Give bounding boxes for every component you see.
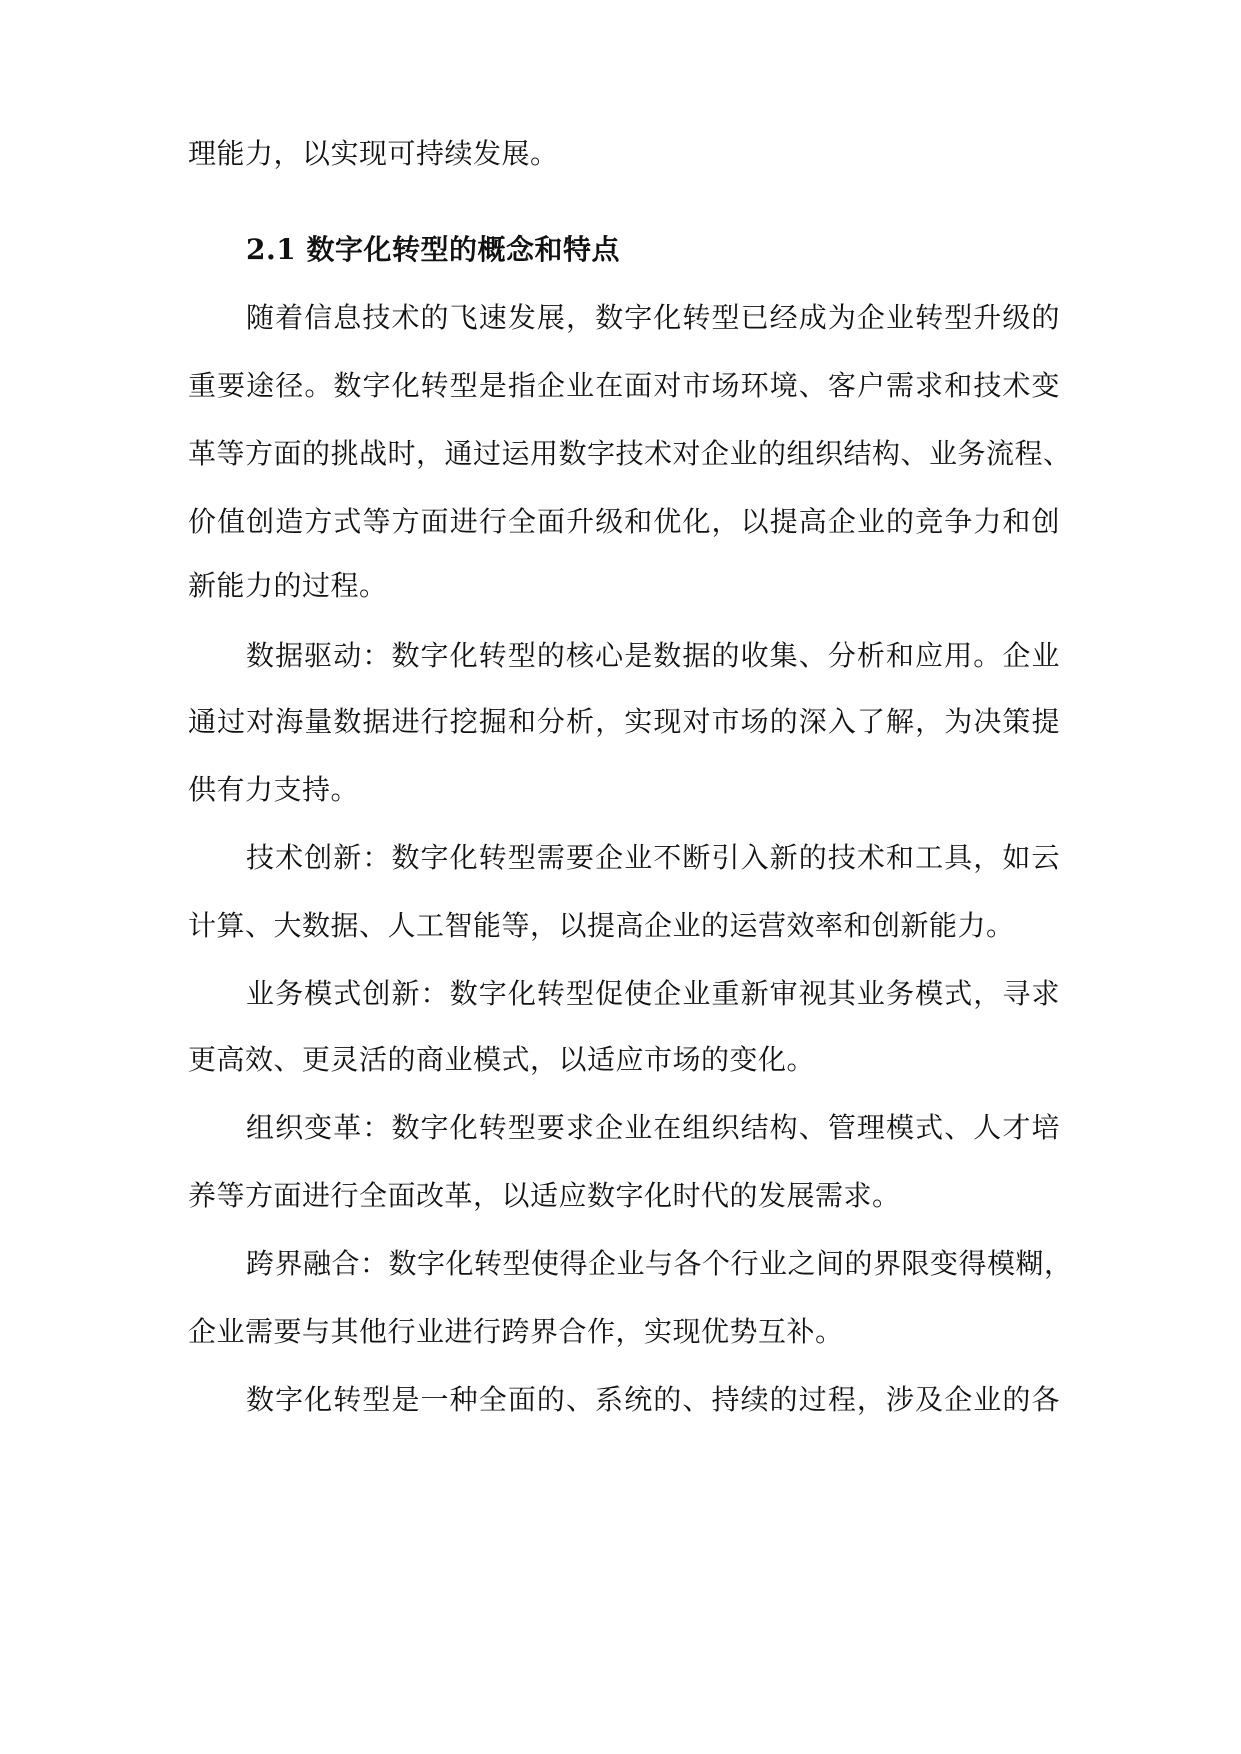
text-line: 养等方面进行全面改革，以适应数字化时代的发展需求。: [188, 1179, 901, 1212]
text-line: 供有力支持。: [188, 773, 360, 806]
text-line: 重要途径。数字化转型是指企业在面对市场环境、客户需求和技术变: [188, 369, 1060, 402]
text-line: 价值创造方式等方面进行全面升级和优化，以提高企业的竞争力和创: [188, 505, 1060, 538]
text-line: 技术创新：数字化转型需要企业不断引入新的技术和工具，如云: [246, 841, 1060, 874]
text-line: 业务模式创新：数字化转型促使企业重新审视其业务模式，寻求: [246, 977, 1060, 1010]
text-line: 组织变革：数字化转型要求企业在组织结构、管理模式、人才培: [246, 1111, 1060, 1144]
section-heading: 2.1 数字化转型的概念和特点: [246, 233, 620, 266]
text-line: 革等方面的挑战时，通过运用数字技术对企业的组织结构、业务流程、: [188, 437, 1072, 470]
text-line: 跨界融合：数字化转型使得企业与各个行业之间的界限变得模糊，: [246, 1247, 1073, 1280]
text-line: 计算、大数据、人工智能等，以提高企业的运营效率和创新能力。: [188, 909, 1015, 942]
text-line: 更高效、更灵活的商业模式，以适应市场的变化。: [188, 1043, 816, 1076]
text-line: 数字化转型是一种全面的、系统的、持续的过程，涉及企业的各: [246, 1383, 1060, 1416]
text-line: 企业需要与其他行业进行跨界合作，实现优势互补。: [188, 1315, 844, 1348]
text-line: 数据驱动：数字化转型的核心是数据的收集、分析和应用。企业: [246, 639, 1060, 672]
text-line: 随着信息技术的飞速发展，数字化转型已经成为企业转型升级的: [246, 301, 1060, 334]
text-line: 新能力的过程。: [188, 569, 388, 602]
text-line: 理能力，以实现可持续发展。: [188, 137, 559, 170]
text-line: 通过对海量数据进行挖掘和分析，实现对市场的深入了解，为决策提: [188, 705, 1060, 738]
